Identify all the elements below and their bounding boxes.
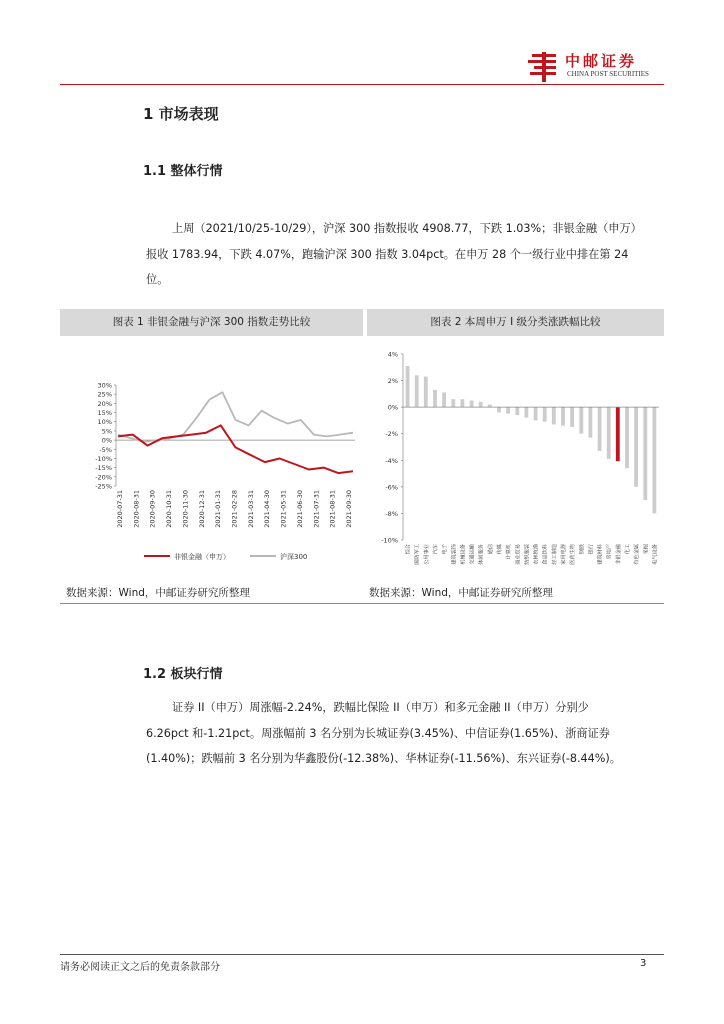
- bar-建筑材料: [598, 407, 602, 451]
- x-tick-label: 2021-03-31: [246, 490, 255, 528]
- x-tick-label: 2021-08-31: [328, 490, 337, 528]
- paragraph-line: 位。: [146, 273, 169, 286]
- x-tick-label: 2021-07-31: [312, 490, 321, 528]
- bar-计算机: [506, 407, 510, 414]
- x-tick-label: 纺织服装: [524, 544, 531, 565]
- bar-机械设备: [461, 399, 465, 407]
- legend-label-csi300: 沪深300: [280, 553, 308, 561]
- figure-1-source: 数据来源：Wind，中邮证券研究所整理: [66, 587, 250, 599]
- y-tick-label: -20%: [95, 473, 112, 482]
- page-number: 3: [640, 958, 647, 969]
- y-tick-label: 15%: [97, 409, 112, 418]
- x-tick-label: 2021-06-30: [295, 490, 304, 528]
- x-tick-label: 化工: [625, 544, 631, 555]
- paragraph-line: (1.40%)；跌幅前 3 名分别为华鑫股份(-12.38%)、华林证券(-11.56%)、东兴证券(-8.44%)。: [146, 752, 621, 765]
- bar-电子: [442, 393, 446, 408]
- x-tick-label: 汽车: [433, 544, 439, 555]
- bar-有色金属: [634, 407, 638, 487]
- x-tick-label: 2020-10-31: [165, 490, 174, 528]
- bar-交通运输: [470, 401, 474, 408]
- x-tick-label: 2020-09-30: [148, 490, 157, 528]
- x-tick-label: 2021-05-31: [279, 490, 288, 528]
- x-tick-label: 机械设备: [460, 544, 467, 565]
- x-tick-label: 2021-04-30: [263, 490, 272, 528]
- x-tick-label: 钢铁: [579, 544, 586, 555]
- x-tick-label: 综合: [405, 544, 412, 555]
- bar-轻工制造: [552, 407, 556, 424]
- x-tick-label: 电子: [442, 544, 449, 555]
- x-tick-label: 建筑装饰: [451, 544, 458, 565]
- y-tick-label: 0%: [387, 403, 398, 412]
- source-divider: [60, 603, 664, 604]
- bar-综合: [406, 366, 410, 407]
- paragraph-line: 6.26pct 和-1.21pct。周涨幅前 3 名分别为长城证券(3.45%)、中信证券(1.65%)、浙商证券: [146, 726, 610, 740]
- series-nonbank-finance-line: [118, 425, 353, 473]
- x-tick-label: 交通运输: [469, 544, 476, 565]
- bar-农林牧渔: [534, 407, 538, 420]
- y-tick-label: 10%: [97, 418, 112, 427]
- bar-化工: [625, 407, 629, 468]
- x-tick-label: 通信: [487, 544, 494, 555]
- x-tick-label: 休闲服务: [478, 544, 485, 565]
- company-name-cn: 中邮证券: [565, 52, 638, 70]
- bar-传媒: [497, 407, 501, 412]
- x-tick-label: 电气设备: [652, 544, 659, 565]
- x-tick-label: 食品饮料: [542, 544, 549, 565]
- y-tick-label: 5%: [101, 427, 112, 436]
- bar-银行: [589, 407, 593, 438]
- y-tick-label: 4%: [387, 350, 398, 359]
- section-1-1-heading: 1.1 整体行情: [143, 164, 223, 179]
- bar-家用电器: [561, 407, 565, 426]
- y-tick-label: 0%: [101, 436, 112, 445]
- y-tick-label: 20%: [97, 399, 112, 408]
- section-1-2-paragraph: [146, 695, 666, 772]
- y-tick-label: 2%: [387, 377, 398, 386]
- x-tick-label: 农林牧渔: [533, 544, 540, 565]
- paragraph-line: 报收 1783.94，下跌 4.07%，跑输沪深 300 指数 3.04pct。在申万 28 个一级行业中排在第 24: [146, 247, 629, 261]
- y-tick-label: -6%: [385, 483, 398, 492]
- x-tick-label: 2021-02-28: [230, 490, 239, 528]
- paragraph-line: 上周（2021/10/25-10/29），沪深 300 指数报收 4908.77，下跌 1.03%；非银金融（申万）: [172, 222, 642, 235]
- x-tick-label: 轻工制造: [551, 544, 558, 565]
- bar-商业贸易: [515, 407, 519, 415]
- section-1-heading: 1 市场表现: [143, 105, 219, 123]
- bar-钢铁: [579, 407, 583, 434]
- x-tick-label: 商业贸易: [515, 544, 522, 565]
- x-tick-label: 2020-12-31: [197, 490, 206, 528]
- bar-采掘: [643, 407, 647, 500]
- header-divider: [60, 84, 664, 85]
- figure-1-line-chart: [60, 340, 363, 580]
- bar-非银金融: [616, 407, 620, 461]
- y-tick-label: -15%: [95, 464, 112, 473]
- paragraph-line: 证券 II（申万）周涨幅-2.24%，跌幅比保险 II（申万）和多元金融 II（申万）分别少: [172, 701, 589, 714]
- bar-食品饮料: [543, 407, 547, 422]
- y-tick-label: -4%: [385, 456, 398, 465]
- bar-房地产: [607, 407, 611, 459]
- y-tick-label: -10%: [95, 454, 112, 463]
- y-tick-label: -2%: [385, 430, 398, 439]
- x-tick-label: 国防军工: [414, 544, 421, 565]
- legend-label-nonbank: 非银金融（申万）: [174, 553, 230, 561]
- x-tick-label: 计算机: [506, 544, 513, 560]
- bar-公用事业: [424, 377, 428, 408]
- x-tick-label: 建筑材料: [597, 544, 604, 565]
- bar-汽车: [433, 390, 437, 407]
- figure-2-bar-chart: [367, 340, 664, 580]
- bar-纺织服装: [525, 407, 529, 418]
- x-tick-label: 有色金属: [634, 544, 641, 565]
- figure-2-source: 数据来源：Wind，中邮证券研究所整理: [369, 587, 553, 599]
- figure-1-title: 图表 1 非银金融与沪深 300 指数走势比较: [60, 309, 363, 336]
- x-tick-label: 传媒: [497, 544, 503, 555]
- y-tick-label: -10%: [381, 536, 398, 545]
- x-tick-label: 2021-01-31: [214, 490, 223, 528]
- figure-2-title: 图表 2 本周申万 I 级分类涨跌幅比较: [367, 309, 664, 336]
- x-tick-label: 医药生物: [570, 544, 577, 565]
- bar-休闲服务: [479, 402, 483, 407]
- bar-医药生物: [570, 407, 574, 427]
- section-1-2-heading: 1.2 板块行情: [143, 667, 223, 682]
- x-tick-label: 公用事业: [423, 544, 430, 565]
- x-tick-label: 2020-11-30: [181, 490, 190, 528]
- x-tick-label: 2020-07-31: [116, 490, 124, 528]
- company-name-en: CHINA POST SECURITIES: [567, 70, 649, 78]
- bar-国防军工: [415, 375, 419, 407]
- x-tick-label: 家用电器: [561, 544, 567, 565]
- y-tick-label: -8%: [385, 509, 398, 518]
- y-tick-label: 25%: [97, 390, 112, 399]
- y-tick-label: 30%: [97, 381, 112, 390]
- x-tick-label: 采掘: [643, 544, 650, 555]
- bar-电气设备: [653, 407, 657, 513]
- footer-divider: [60, 954, 664, 955]
- x-tick-label: 非银金融: [615, 544, 622, 565]
- x-tick-label: 2020-08-31: [132, 490, 141, 528]
- section-1-1-paragraph: [146, 216, 666, 293]
- x-tick-label: 2021-09-30: [345, 490, 353, 528]
- footer-disclaimer: 请务必阅读正文之后的免责条款部分: [60, 962, 220, 973]
- x-tick-label: 银行: [588, 544, 595, 555]
- y-tick-label: -25%: [95, 482, 112, 491]
- x-tick-label: 房地产: [606, 544, 613, 560]
- bar-建筑装饰: [451, 399, 455, 407]
- y-tick-label: -5%: [99, 445, 112, 454]
- series-csi300-line: [118, 392, 353, 442]
